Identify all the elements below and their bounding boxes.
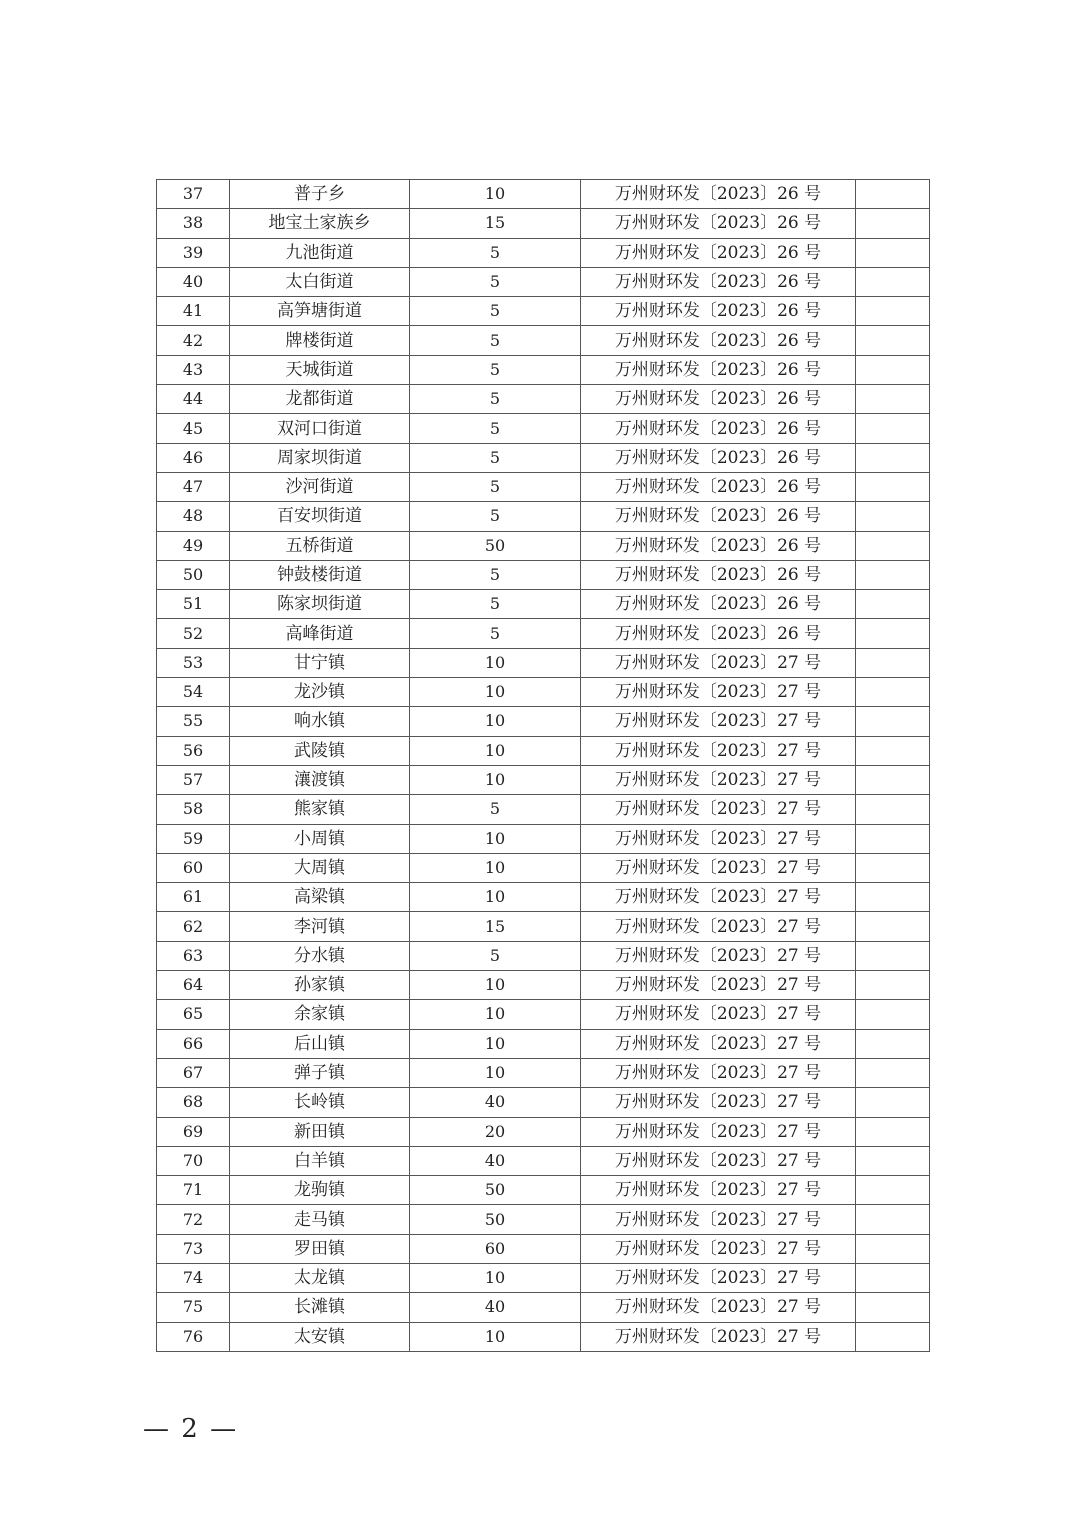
table-row xyxy=(157,1263,930,1292)
table-row xyxy=(157,853,930,882)
cell-town-name: 百安坝街道 xyxy=(230,502,410,531)
cell-document-number: 万州财环发〔2023〕26 号 xyxy=(581,326,856,355)
cell-amount: 10 xyxy=(410,1058,581,1087)
cell-amount: 10 xyxy=(410,1000,581,1029)
table-row xyxy=(157,1088,930,1117)
cell-note xyxy=(856,1263,930,1292)
cell-index: 41 xyxy=(157,297,230,326)
cell-document-number: 万州财环发〔2023〕27 号 xyxy=(581,1176,856,1205)
cell-town-name: 甘宁镇 xyxy=(230,648,410,677)
cell-index: 62 xyxy=(157,912,230,941)
table-row xyxy=(157,1146,930,1175)
table-row xyxy=(157,619,930,648)
allocation-table xyxy=(156,179,930,1352)
cell-note xyxy=(856,238,930,267)
cell-index: 51 xyxy=(157,590,230,619)
cell-document-number: 万州财环发〔2023〕27 号 xyxy=(581,678,856,707)
cell-amount: 60 xyxy=(410,1234,581,1263)
cell-index: 75 xyxy=(157,1293,230,1322)
cell-town-name: 沙河街道 xyxy=(230,472,410,501)
cell-amount: 10 xyxy=(410,1322,581,1351)
cell-document-number: 万州财环发〔2023〕27 号 xyxy=(581,912,856,941)
cell-amount: 10 xyxy=(410,180,581,209)
table-row xyxy=(157,209,930,238)
cell-town-name: 双河口街道 xyxy=(230,414,410,443)
cell-town-name: 弹子镇 xyxy=(230,1058,410,1087)
cell-document-number: 万州财环发〔2023〕26 号 xyxy=(581,414,856,443)
cell-town-name: 太白街道 xyxy=(230,267,410,296)
cell-amount: 50 xyxy=(410,1176,581,1205)
cell-town-name: 熊家镇 xyxy=(230,795,410,824)
table-row xyxy=(157,385,930,414)
cell-note xyxy=(856,1117,930,1146)
cell-note xyxy=(856,648,930,677)
cell-index: 65 xyxy=(157,1000,230,1029)
table-row xyxy=(157,1322,930,1351)
table-row xyxy=(157,883,930,912)
cell-town-name: 分水镇 xyxy=(230,941,410,970)
cell-document-number: 万州财环发〔2023〕27 号 xyxy=(581,883,856,912)
cell-note xyxy=(856,1293,930,1322)
cell-town-name: 白羊镇 xyxy=(230,1146,410,1175)
cell-amount: 5 xyxy=(410,355,581,384)
cell-amount: 5 xyxy=(410,941,581,970)
cell-document-number: 万州财环发〔2023〕26 号 xyxy=(581,502,856,531)
cell-amount: 40 xyxy=(410,1088,581,1117)
cell-note xyxy=(856,941,930,970)
cell-document-number: 万州财环发〔2023〕27 号 xyxy=(581,1146,856,1175)
cell-amount: 5 xyxy=(410,326,581,355)
cell-amount: 10 xyxy=(410,736,581,765)
cell-index: 60 xyxy=(157,853,230,882)
cell-note xyxy=(856,912,930,941)
cell-town-name: 龙驹镇 xyxy=(230,1176,410,1205)
cell-amount: 5 xyxy=(410,443,581,472)
cell-note xyxy=(856,736,930,765)
cell-note xyxy=(856,1146,930,1175)
cell-document-number: 万州财环发〔2023〕27 号 xyxy=(581,853,856,882)
cell-index: 40 xyxy=(157,267,230,296)
cell-document-number: 万州财环发〔2023〕26 号 xyxy=(581,267,856,296)
cell-note xyxy=(856,1088,930,1117)
cell-document-number: 万州财环发〔2023〕27 号 xyxy=(581,707,856,736)
cell-amount: 5 xyxy=(410,267,581,296)
cell-document-number: 万州财环发〔2023〕27 号 xyxy=(581,648,856,677)
cell-document-number: 万州财环发〔2023〕27 号 xyxy=(581,824,856,853)
cell-note xyxy=(856,385,930,414)
cell-document-number: 万州财环发〔2023〕27 号 xyxy=(581,1117,856,1146)
cell-amount: 15 xyxy=(410,209,581,238)
cell-document-number: 万州财环发〔2023〕27 号 xyxy=(581,941,856,970)
cell-index: 39 xyxy=(157,238,230,267)
cell-document-number: 万州财环发〔2023〕26 号 xyxy=(581,209,856,238)
cell-index: 37 xyxy=(157,180,230,209)
cell-note xyxy=(856,619,930,648)
cell-document-number: 万州财环发〔2023〕27 号 xyxy=(581,736,856,765)
cell-amount: 5 xyxy=(410,385,581,414)
cell-note xyxy=(856,1058,930,1087)
cell-town-name: 钟鼓楼街道 xyxy=(230,560,410,589)
cell-town-name: 李河镇 xyxy=(230,912,410,941)
cell-document-number: 万州财环发〔2023〕26 号 xyxy=(581,619,856,648)
cell-amount: 50 xyxy=(410,1205,581,1234)
cell-town-name: 新田镇 xyxy=(230,1117,410,1146)
cell-note xyxy=(856,707,930,736)
cell-document-number: 万州财环发〔2023〕27 号 xyxy=(581,1088,856,1117)
cell-index: 53 xyxy=(157,648,230,677)
cell-document-number: 万州财环发〔2023〕27 号 xyxy=(581,1058,856,1087)
cell-document-number: 万州财环发〔2023〕27 号 xyxy=(581,1234,856,1263)
table-row xyxy=(157,1234,930,1263)
cell-index: 71 xyxy=(157,1176,230,1205)
cell-note xyxy=(856,590,930,619)
cell-document-number: 万州财环发〔2023〕27 号 xyxy=(581,795,856,824)
cell-town-name: 罗田镇 xyxy=(230,1234,410,1263)
cell-amount: 5 xyxy=(410,590,581,619)
cell-amount: 50 xyxy=(410,531,581,560)
cell-amount: 10 xyxy=(410,765,581,794)
cell-town-name: 响水镇 xyxy=(230,707,410,736)
cell-amount: 10 xyxy=(410,883,581,912)
cell-index: 43 xyxy=(157,355,230,384)
cell-amount: 10 xyxy=(410,971,581,1000)
table-row xyxy=(157,472,930,501)
table-row xyxy=(157,180,930,209)
cell-note xyxy=(856,1029,930,1058)
cell-index: 63 xyxy=(157,941,230,970)
cell-index: 73 xyxy=(157,1234,230,1263)
cell-index: 52 xyxy=(157,619,230,648)
table-row xyxy=(157,355,930,384)
cell-town-name: 龙都街道 xyxy=(230,385,410,414)
cell-note xyxy=(856,297,930,326)
cell-amount: 10 xyxy=(410,824,581,853)
cell-index: 61 xyxy=(157,883,230,912)
cell-index: 49 xyxy=(157,531,230,560)
cell-town-name: 武陵镇 xyxy=(230,736,410,765)
table-row xyxy=(157,765,930,794)
cell-index: 58 xyxy=(157,795,230,824)
cell-index: 44 xyxy=(157,385,230,414)
cell-town-name: 普子乡 xyxy=(230,180,410,209)
cell-note xyxy=(856,531,930,560)
cell-index: 42 xyxy=(157,326,230,355)
cell-index: 64 xyxy=(157,971,230,1000)
cell-index: 69 xyxy=(157,1117,230,1146)
cell-document-number: 万州财环发〔2023〕27 号 xyxy=(581,765,856,794)
table-row xyxy=(157,1205,930,1234)
cell-document-number: 万州财环发〔2023〕27 号 xyxy=(581,1000,856,1029)
cell-town-name: 九池街道 xyxy=(230,238,410,267)
cell-document-number: 万州财环发〔2023〕26 号 xyxy=(581,180,856,209)
cell-town-name: 长岭镇 xyxy=(230,1088,410,1117)
cell-document-number: 万州财环发〔2023〕26 号 xyxy=(581,238,856,267)
cell-index: 70 xyxy=(157,1146,230,1175)
table-body xyxy=(157,180,930,1352)
cell-note xyxy=(856,267,930,296)
cell-index: 66 xyxy=(157,1029,230,1058)
cell-town-name: 高梁镇 xyxy=(230,883,410,912)
cell-note xyxy=(856,853,930,882)
cell-town-name: 瀼渡镇 xyxy=(230,765,410,794)
table-row xyxy=(157,297,930,326)
cell-document-number: 万州财环发〔2023〕27 号 xyxy=(581,1263,856,1292)
cell-town-name: 地宝土家族乡 xyxy=(230,209,410,238)
cell-note xyxy=(856,1205,930,1234)
cell-town-name: 长滩镇 xyxy=(230,1293,410,1322)
cell-note xyxy=(856,443,930,472)
cell-index: 45 xyxy=(157,414,230,443)
table-row xyxy=(157,912,930,941)
cell-note xyxy=(856,209,930,238)
cell-index: 48 xyxy=(157,502,230,531)
cell-document-number: 万州财环发〔2023〕27 号 xyxy=(581,971,856,1000)
cell-amount: 5 xyxy=(410,619,581,648)
table-row xyxy=(157,502,930,531)
cell-amount: 10 xyxy=(410,678,581,707)
cell-index: 57 xyxy=(157,765,230,794)
cell-amount: 10 xyxy=(410,853,581,882)
cell-amount: 40 xyxy=(410,1146,581,1175)
table-row xyxy=(157,824,930,853)
cell-document-number: 万州财环发〔2023〕26 号 xyxy=(581,443,856,472)
cell-town-name: 太安镇 xyxy=(230,1322,410,1351)
cell-document-number: 万州财环发〔2023〕26 号 xyxy=(581,385,856,414)
cell-town-name: 牌楼街道 xyxy=(230,326,410,355)
table-row xyxy=(157,1029,930,1058)
cell-amount: 10 xyxy=(410,1263,581,1292)
cell-index: 67 xyxy=(157,1058,230,1087)
cell-document-number: 万州财环发〔2023〕26 号 xyxy=(581,472,856,501)
cell-note xyxy=(856,883,930,912)
cell-index: 54 xyxy=(157,678,230,707)
cell-note xyxy=(856,971,930,1000)
cell-index: 46 xyxy=(157,443,230,472)
cell-note xyxy=(856,560,930,589)
cell-amount: 5 xyxy=(410,472,581,501)
table-row xyxy=(157,531,930,560)
table-row xyxy=(157,971,930,1000)
table-row xyxy=(157,941,930,970)
cell-town-name: 五桥街道 xyxy=(230,531,410,560)
table-row xyxy=(157,238,930,267)
cell-note xyxy=(856,1176,930,1205)
cell-note xyxy=(856,472,930,501)
cell-town-name: 太龙镇 xyxy=(230,1263,410,1292)
cell-town-name: 龙沙镇 xyxy=(230,678,410,707)
cell-amount: 5 xyxy=(410,238,581,267)
cell-document-number: 万州财环发〔2023〕27 号 xyxy=(581,1029,856,1058)
cell-town-name: 大周镇 xyxy=(230,853,410,882)
cell-index: 59 xyxy=(157,824,230,853)
cell-index: 55 xyxy=(157,707,230,736)
page-number: — 2 — xyxy=(143,1414,239,1444)
cell-index: 56 xyxy=(157,736,230,765)
cell-index: 72 xyxy=(157,1205,230,1234)
cell-document-number: 万州财环发〔2023〕26 号 xyxy=(581,590,856,619)
cell-note xyxy=(856,795,930,824)
cell-note xyxy=(856,1322,930,1351)
cell-document-number: 万州财环发〔2023〕27 号 xyxy=(581,1322,856,1351)
table-row xyxy=(157,326,930,355)
cell-document-number: 万州财环发〔2023〕26 号 xyxy=(581,355,856,384)
cell-note xyxy=(856,765,930,794)
cell-town-name: 周家坝街道 xyxy=(230,443,410,472)
cell-town-name: 孙家镇 xyxy=(230,971,410,1000)
cell-amount: 15 xyxy=(410,912,581,941)
cell-document-number: 万州财环发〔2023〕26 号 xyxy=(581,297,856,326)
cell-amount: 5 xyxy=(410,414,581,443)
table-row xyxy=(157,267,930,296)
cell-note xyxy=(856,1234,930,1263)
cell-note xyxy=(856,355,930,384)
cell-note xyxy=(856,326,930,355)
cell-index: 76 xyxy=(157,1322,230,1351)
table-row xyxy=(157,648,930,677)
cell-note xyxy=(856,414,930,443)
cell-index: 38 xyxy=(157,209,230,238)
table-row xyxy=(157,707,930,736)
cell-note xyxy=(856,1000,930,1029)
cell-amount: 5 xyxy=(410,795,581,824)
table-row xyxy=(157,560,930,589)
table-row xyxy=(157,1117,930,1146)
cell-index: 50 xyxy=(157,560,230,589)
cell-note xyxy=(856,180,930,209)
cell-amount: 5 xyxy=(410,560,581,589)
table-row xyxy=(157,1293,930,1322)
cell-amount: 20 xyxy=(410,1117,581,1146)
cell-town-name: 小周镇 xyxy=(230,824,410,853)
cell-document-number: 万州财环发〔2023〕27 号 xyxy=(581,1205,856,1234)
table-row xyxy=(157,736,930,765)
cell-document-number: 万州财环发〔2023〕26 号 xyxy=(581,531,856,560)
cell-town-name: 余家镇 xyxy=(230,1000,410,1029)
cell-index: 68 xyxy=(157,1088,230,1117)
cell-town-name: 高笋塘街道 xyxy=(230,297,410,326)
cell-town-name: 走马镇 xyxy=(230,1205,410,1234)
table-row xyxy=(157,795,930,824)
cell-amount: 10 xyxy=(410,1029,581,1058)
cell-note xyxy=(856,502,930,531)
cell-document-number: 万州财环发〔2023〕26 号 xyxy=(581,560,856,589)
cell-amount: 5 xyxy=(410,502,581,531)
cell-index: 47 xyxy=(157,472,230,501)
cell-note xyxy=(856,678,930,707)
cell-note xyxy=(856,824,930,853)
cell-town-name: 陈家坝街道 xyxy=(230,590,410,619)
cell-amount: 40 xyxy=(410,1293,581,1322)
cell-town-name: 天城街道 xyxy=(230,355,410,384)
table-row xyxy=(157,590,930,619)
table-row xyxy=(157,443,930,472)
cell-amount: 10 xyxy=(410,648,581,677)
table-row xyxy=(157,1058,930,1087)
table-row xyxy=(157,414,930,443)
cell-document-number: 万州财环发〔2023〕27 号 xyxy=(581,1293,856,1322)
cell-index: 74 xyxy=(157,1263,230,1292)
cell-town-name: 后山镇 xyxy=(230,1029,410,1058)
cell-amount: 5 xyxy=(410,297,581,326)
cell-amount: 10 xyxy=(410,707,581,736)
table-row xyxy=(157,1000,930,1029)
table-row xyxy=(157,1176,930,1205)
cell-town-name: 高峰街道 xyxy=(230,619,410,648)
table-row xyxy=(157,678,930,707)
